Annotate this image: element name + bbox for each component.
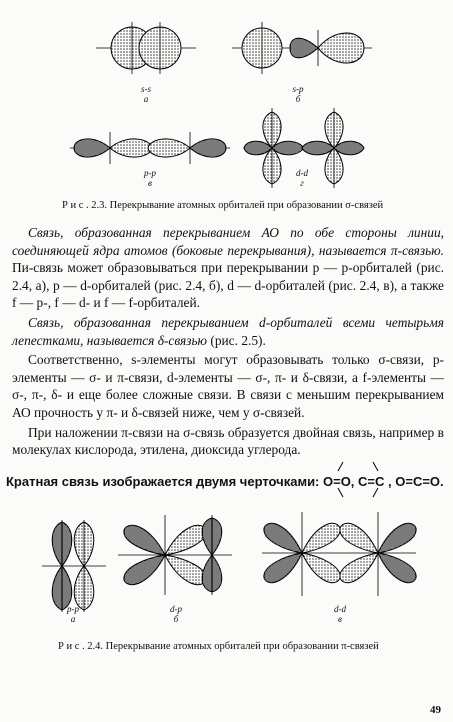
label-ss: s-s а — [140, 84, 151, 104]
pp-pi-diagram — [42, 520, 106, 612]
figure-2-4-caption: Р и с . 2.4. Перекрывание атомных орбиталей при образовании π-связей — [58, 641, 379, 652]
dd-pi-diagram — [262, 512, 416, 596]
sp-overlap-diagram — [232, 22, 372, 74]
page-number: 49 — [430, 704, 441, 716]
dp-pi-diagram — [118, 515, 232, 595]
pp-sigma-diagram — [70, 132, 230, 164]
multiple-bond-line: Кратная связь изображается двумя черточками: O=O, C=C , O=C=O. — [6, 474, 444, 489]
paragraph-delta-bond: Связь, образованная перекрыванием d-орбиталей всеми четырьмя лепестками, называется δ-связью (рис. 2.5). — [12, 314, 444, 348]
paragraph-pi-bond: Связь, образованная перекрыванием АО по обе стороны линии, соединяющей ядра атомов (боковые перекрывания), называется π-связью. Пи-связь может образовываться при перекрывании p — p-орбиталей (рис. 2.4, а), p — d-орбиталей (рис. 2.4, б), d — d-орбиталей (рис. 2.4, в), а также f — p-, f — d- и f — f-орбиталей. — [12, 225, 444, 311]
label-sp: s-p б — [292, 84, 304, 104]
figure-2-3-caption: Р и с . 2.3. Перекрывание атомных орбиталей при образовании σ-связей — [62, 200, 384, 211]
paragraph-double-bond: При наложении π-связи на σ-связь образуется двойная связь, например в молекулах кислорода, этилена, диоксида углерода. — [12, 424, 444, 458]
paragraph-elements: Соответственно, s-элементы могут образовывать только σ-связи, p-элементы — σ- и π-связи, d-элементы — σ-, π- и δ-связи, а f-элементы — σ-, π-, δ- и еще более сложные связи. В связи с меньшим перекрыванием АО прочность у π- и δ-связей ниже, чем у σ-связей. — [12, 352, 444, 420]
label-pp: p-p в — [144, 168, 156, 188]
label-dp-pi: d-p б — [170, 604, 182, 624]
ss-overlap-diagram — [96, 22, 196, 74]
label-pp-pi: p-p а — [67, 604, 79, 624]
label-dd-pi: d-d в — [334, 604, 346, 624]
label-dd: d-d г — [296, 168, 308, 188]
body-text — [12, 224, 444, 459]
